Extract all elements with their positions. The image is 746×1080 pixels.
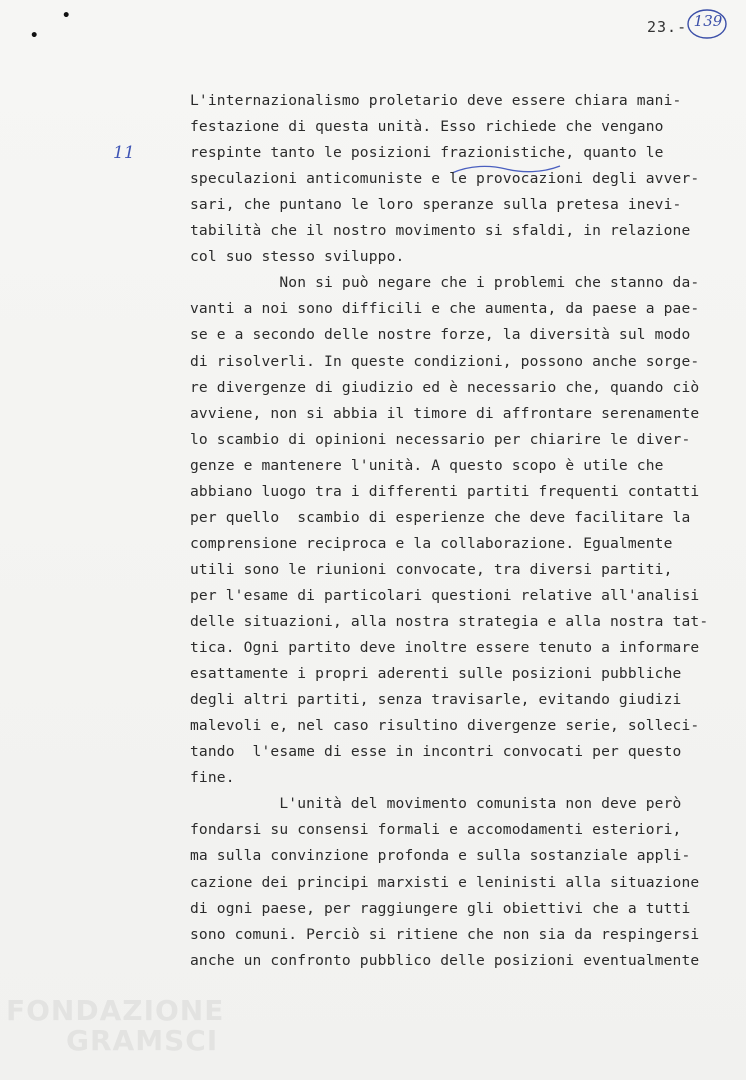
text-line: sari, che puntano le loro speranze sulla pretesa inevi- [190, 196, 682, 214]
text-line: per l'esame di particolari questioni relative all'analisi [190, 586, 700, 604]
text-line: cazione dei principi marxisti e leninisti alla situazione [190, 873, 700, 891]
text-line: L'internazionalismo proletario deve essere chiara mani- [190, 92, 682, 109]
text-line: L'unità del movimento comunista non deve però [190, 795, 682, 813]
text-line: vanti a noi sono difficili e che aumenta, da paese a pae- [190, 300, 700, 318]
text-line: malevoli e, nel caso risultino divergenze serie, solleci- [190, 717, 700, 735]
text-line: fondarsi su consensi formali e accomodamenti esteriori, [190, 821, 682, 839]
text-line: tabilità che il nostro movimento si sfaldi, in relazione [190, 222, 691, 240]
text-line: tando l'esame di esse in incontri convocati per questo [190, 743, 682, 761]
text-line: tica. Ogni partito deve inoltre essere tenuto a informare [190, 639, 700, 657]
text-line: sono comuni. Perciò si ritiene che non sia da respingersi [190, 925, 700, 943]
archive-stamp-number: 139 [693, 12, 723, 30]
text-line: speculazioni anticomuniste e le provocazioni degli avver- [190, 170, 700, 188]
margin-annotation: 11 [113, 143, 135, 163]
page-number: 23.- [647, 18, 688, 36]
archive-watermark [6, 996, 224, 1056]
text-line: di ogni paese, per raggiungere gli obiettivi che a tutti [190, 899, 691, 917]
text-line: Non si può negare che i problemi che stanno da- [190, 274, 700, 292]
text-line: anche un confronto pubblico delle posizioni eventualmente [190, 951, 700, 969]
text-line: delle situazioni, alla nostra strategia e alla nostra tat- [190, 613, 709, 630]
text-line: esattamente i propri aderenti sulle posizioni pubbliche [190, 665, 682, 683]
text-line: festazione di questa unità. Esso richiede che vengano [190, 118, 664, 136]
watermark-line: GRAMSCI [66, 1024, 219, 1057]
text-line: di risolverli. In queste condizioni, possono anche sorge- [190, 352, 700, 370]
watermark-line: FONDAZIONE [6, 994, 225, 1027]
text-line: avviene, non si abbia il timore di affrontare serenamente [190, 404, 700, 422]
scan-speck: • [30, 28, 39, 44]
text-line: utili sono le riunioni convocate, tra diversi partiti, [190, 560, 673, 578]
text-line: per quello scambio di esperienze che deve facilitare la [190, 508, 691, 526]
text-line: fine. [190, 769, 235, 787]
text-line: re divergenze di giudizio ed è necessario che, quando ciò [190, 378, 700, 396]
text-line: se e a secondo delle nostre forze, la diversità sul modo [190, 326, 691, 344]
text-line: col suo stesso sviluppo. [190, 248, 405, 266]
text-line: degli altri partiti, senza travisarle, evitando giudizi [190, 691, 682, 709]
scan-speck: • [62, 8, 71, 24]
text-line: respinte tanto le posizioni frazionistiche, quanto le [190, 144, 664, 162]
text-line: comprensione reciproca e la collaborazione. Egualmente [190, 534, 673, 552]
text-line: ma sulla convinzione profonda e sulla sostanziale appli- [190, 847, 691, 865]
text-line: lo scambio di opinioni necessario per chiarire le diver- [190, 430, 691, 448]
text-line: genze e mantenere l'unità. A questo scopo è utile che [190, 456, 664, 474]
text-line: abbiano luogo tra i differenti partiti frequenti contatti [190, 482, 700, 500]
